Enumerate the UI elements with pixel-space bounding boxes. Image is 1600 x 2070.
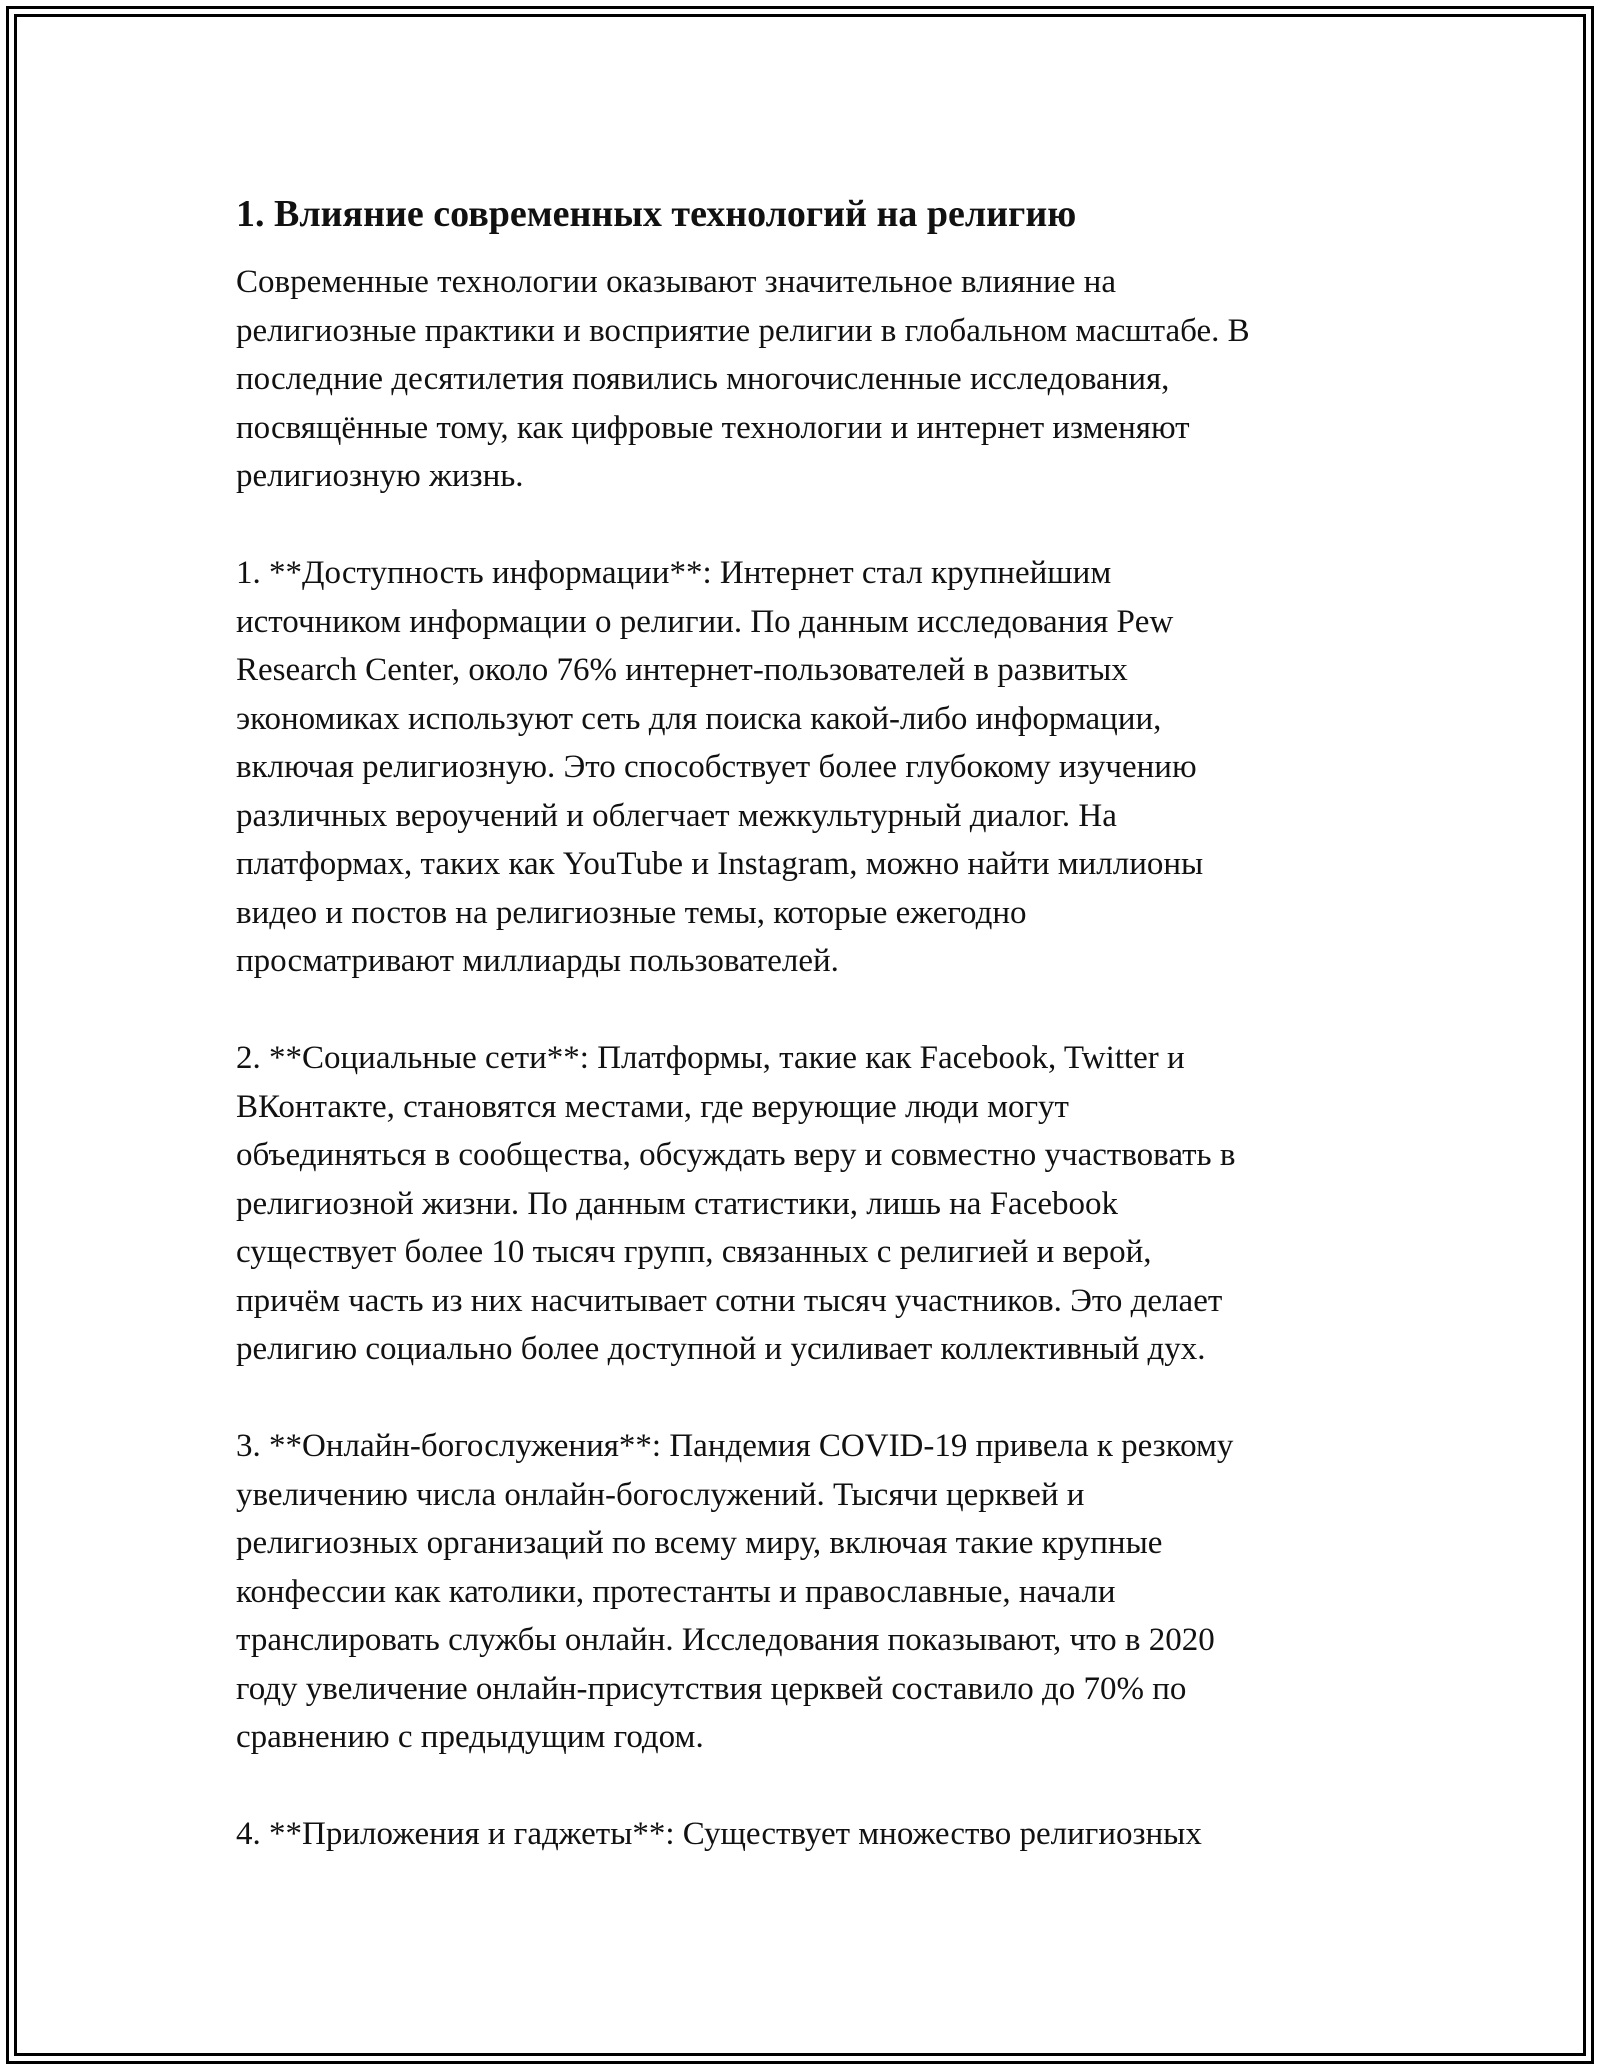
section-title: 1. Влияние современных технологий на религию xyxy=(236,193,1077,235)
list-item-apps-gadgets: 4. **Приложения и гаджеты**: Существует множество религиозных xyxy=(236,1816,1202,1852)
list-item-social-networks: 2. **Социальные сети**: Платформы, такие как Facebook, Twitter и ВКонтакте, становятся местами, где верующие люди могут объединяться в сообщества, обсуждать веру и совместно участвовать в религиозной жизни. По данным статистики, лишь на Facebook существует более 10 тысяч групп, связанных с религией и верой, причём часть из них насчитывает сотни тысяч участников. Это делает религию социально более доступной и усиливает коллективный дух. xyxy=(236,1040,1236,1367)
list-item-online-services: 3. **Онлайн-богослужения**: Пандемия COVID-19 привела к резкому увеличению числа онлайн-богослужений. Тысячи церквей и религиозных организаций по всему миру, включая такие крупные конфессии как католики, протестанты и православные, начали транслировать службы онлайн. Исследования показывают, что в 2020 году увеличение онлайн-присутствия церквей составило до 70% по сравнению с предыдущим годом. xyxy=(236,1428,1234,1755)
intro-paragraph: Современные технологии оказывают значительное влияние на религиозные практики и восприятие религии в глобальном масштабе. В последние десятилетия появились многочисленные исследования, посвящённые тому, как цифровые технологии и интернет изменяют религиозную жизнь. xyxy=(236,264,1250,494)
list-item-information-access: 1. **Доступность информации**: Интернет стал крупнейшим источником информации о религии. По данным исследования Pew Research Center, около 76% интернет-пользователей в развитых экономиках используют сеть для поиска какой-либо информации, включая религиозную. Это способствует более глубокому изучению различных вероучений и облегчает межкультурный диалог. На платформах, таких как YouTube и Instagram, можно найти миллионы видео и постов на религиозные темы, которые ежегодно просматривают миллиарды пользователей. xyxy=(236,555,1204,979)
document-body xyxy=(236,186,1376,1859)
